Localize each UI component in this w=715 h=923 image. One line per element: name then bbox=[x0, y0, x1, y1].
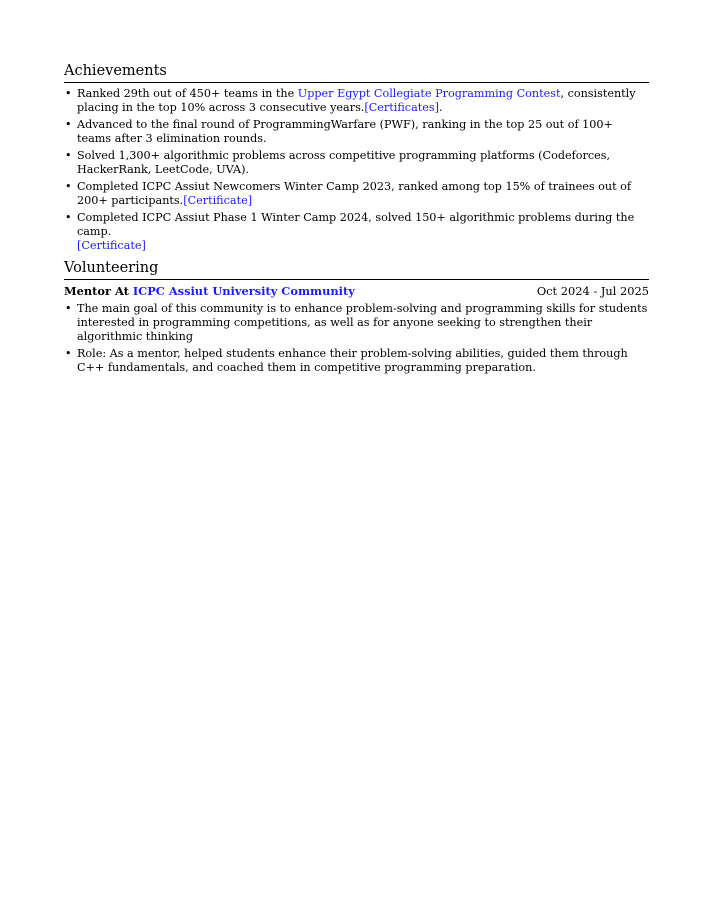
role-title bbox=[64, 284, 355, 298]
bullet-icon: • bbox=[65, 118, 72, 131]
bullet-icon: • bbox=[65, 87, 72, 100]
certificate-link[interactable]: [Certificate] bbox=[183, 194, 253, 207]
list-item bbox=[64, 302, 649, 344]
role-row bbox=[64, 284, 649, 298]
resume-page bbox=[64, 62, 649, 381]
item-text: Completed ICPC Assiut Phase 1 Winter Camp 2024, solved 150+ algorithmic problems during the camp. bbox=[77, 211, 635, 238]
item-text: Ranked 29th out of 450+ teams in the bbox=[77, 87, 298, 100]
certificate-link[interactable]: [Certificate] bbox=[77, 239, 146, 252]
list-item bbox=[64, 118, 649, 146]
bullet-icon: • bbox=[65, 180, 72, 193]
bullet-icon: • bbox=[65, 211, 72, 224]
bullet-icon: • bbox=[65, 149, 72, 162]
role-dates: Oct 2024 - Jul 2025 bbox=[536, 284, 649, 298]
item-text: Solved 1,300+ algorithmic problems across competitive programming platforms (Codeforces, HackerRank, LeetCode, UVA). bbox=[77, 149, 611, 176]
list-item bbox=[64, 347, 649, 375]
item-text: , consistently placing in the top 10% across 3 consecutive years. bbox=[77, 87, 636, 114]
list-item bbox=[64, 211, 649, 253]
organization-link[interactable]: ICPC Assiut University Community bbox=[132, 284, 355, 298]
bullet-icon: • bbox=[65, 302, 72, 315]
item-text: Completed ICPC Assiut Newcomers Winter Camp 2023, ranked among top 15% of trainees out of 200+ participants. bbox=[77, 180, 632, 207]
contest-link[interactable]: Upper Egypt Collegiate Programming Contest bbox=[297, 87, 561, 100]
certificates-link[interactable]: [Certificates] bbox=[364, 101, 439, 114]
volunteering-heading: Volunteering bbox=[64, 259, 649, 280]
achievements-heading: Achievements bbox=[64, 62, 649, 83]
bullet-icon: • bbox=[65, 347, 72, 360]
achievements-list bbox=[64, 87, 649, 253]
volunteering-section bbox=[64, 259, 649, 375]
item-text: The main goal of this community is to enhance problem-solving and programming skills for students interested in programming competitions, as well as for anyone seeking to strengthen their algorithmic thinking bbox=[77, 302, 648, 343]
list-item bbox=[64, 87, 649, 115]
list-item bbox=[64, 180, 649, 208]
item-text: . bbox=[438, 101, 443, 114]
role-prefix: Mentor At bbox=[64, 284, 133, 298]
volunteering-list bbox=[64, 302, 649, 375]
item-text: Advanced to the final round of ProgrammingWarfare (PWF), ranking in the top 25 out of 100+ teams after 3 elimination rounds. bbox=[77, 118, 613, 145]
achievements-section bbox=[64, 62, 649, 253]
item-text: Role: As a mentor, helped students enhance their problem-solving abilities, guided them through C++ fundamentals, and coached them in competitive programming preparation. bbox=[77, 347, 628, 374]
list-item bbox=[64, 149, 649, 177]
